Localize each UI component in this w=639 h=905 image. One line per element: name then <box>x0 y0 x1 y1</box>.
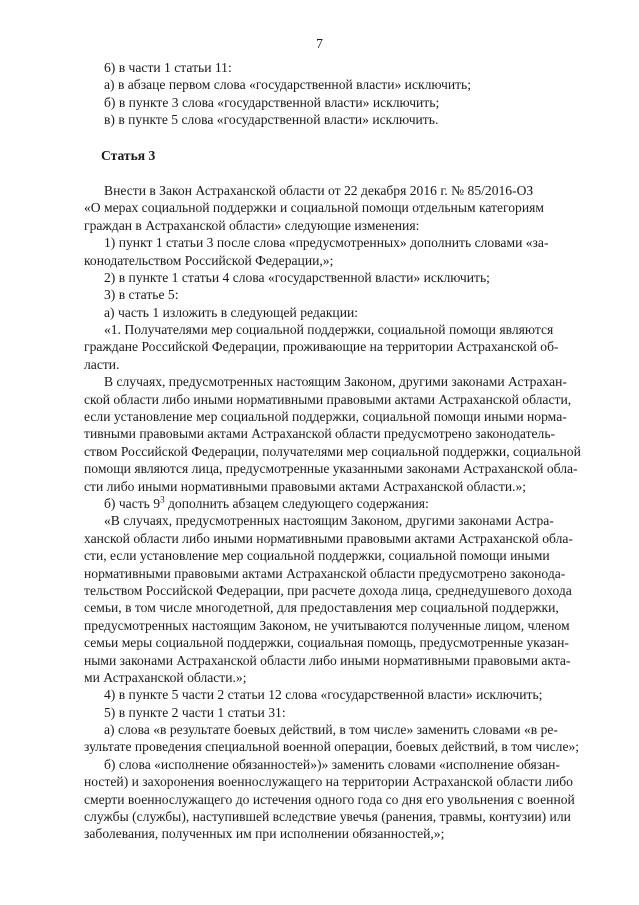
text-fragment: б) часть 9 <box>104 495 161 511</box>
article-heading: Статья 3 <box>101 147 156 163</box>
text-line: семьи меры социальной поддержки, социальная помощь, предусмотренные указан- <box>84 635 569 651</box>
text-line: 1) пункт 1 статьи 3 после слова «предусмотренных» дополнить словами «за- <box>104 235 549 251</box>
text-line: помощи являются лица, предусмотренные указанными законами Астраханской обла- <box>84 461 578 477</box>
text-line: 3) в статье 5: <box>104 287 179 303</box>
text-line: граждан в Астраханской области» следующие изменения: <box>84 217 420 233</box>
text-line: граждане Российской Федерации, проживающие на территории Астраханской об- <box>84 339 559 355</box>
text-line <box>84 495 605 512</box>
text-line: а) часть 1 изложить в следующей редакции: <box>104 304 359 320</box>
text-line: в) в пункте 5 слова «государственной власти» исключить. <box>104 112 439 128</box>
text-line: конодательством Российской Федерации,»; <box>84 252 334 268</box>
text-line: ской области либо иными нормативными правовыми актами Астраханской области, <box>84 391 572 407</box>
text-line: «В случаях, предусмотренных настоящим Законом, другими законами Астра- <box>104 513 554 529</box>
text-line: сти либо иными нормативными правовыми актами Астраханской области.»; <box>84 478 527 494</box>
text-line: б) слова «исполнение обязанностей»)» заменить словами «исполнение обязан- <box>104 756 560 772</box>
text-line: предусмотренных настоящим Законом, не учитываются полученные лицом, членом <box>84 617 570 633</box>
text-line: б) в пункте 3 слова «государственной власти» исключить; <box>104 94 440 110</box>
text-line: «О мерах социальной поддержки и социальной помощи отдельным категориям <box>84 200 544 216</box>
text-line: тивными правовыми актами Астраханской области предусмотрено законодатель- <box>84 426 556 442</box>
text-line: ными законами Астраханской области либо иными нормативными правовыми акта- <box>84 652 571 668</box>
superscript: 3 <box>160 494 165 505</box>
text-line: ласти. <box>84 356 120 372</box>
text-line: 4) в пункте 5 части 2 статьи 12 слова «государственной власти» исключить; <box>104 687 543 703</box>
text-line: смерти военнослужащего до истечения одного года со дня его увольнения с военной <box>84 791 575 807</box>
text-line: тельством Российской Федерации, при расчете дохода лица, среднедушевого дохода <box>84 582 572 598</box>
text-line: Внести в Закон Астраханской области от 22 декабря 2016 г. № 85/2016-ОЗ <box>104 182 534 198</box>
text-line: ностей) и захоронения военнослужащего на территории Астраханской области либо <box>84 774 573 790</box>
text-line: заболевания, полученных им при исполнении обязанностей,»; <box>84 826 445 842</box>
document-body <box>84 59 605 843</box>
text-line: службы (службы), наступившей вследствие увечья (ранения, травмы, контузии) или <box>84 809 571 825</box>
text-line: ханской области либо иными нормативными правовыми актами Астраханской обла- <box>84 530 573 546</box>
text-line: 5) в пункте 2 части 1 статьи 31: <box>104 704 286 720</box>
text-line: семьи, в том числе многодетной, для предоставления мер социальной поддержки, <box>84 600 559 616</box>
text-line: зультате проведения специальной военной операции, боевых действий, в том числе»; <box>84 739 580 755</box>
text-line: 6) в части 1 статьи 11: <box>104 60 232 75</box>
text-line: В случаях, предусмотренных настоящим Законом, другими законами Астрахан- <box>104 374 567 390</box>
text-fragment: дополнить абзацем следующего содержания: <box>164 495 429 511</box>
text-line: «1. Получателями мер социальной поддержки, социальной помощи являются <box>104 322 554 338</box>
text-line: а) слова «в результате боевых действий, в том числе» заменить словами «в ре- <box>104 722 558 738</box>
text-line: 2) в пункте 1 статьи 4 слова «государственной власти» исключить; <box>104 269 490 285</box>
text-line: ми Астраханской области.»; <box>84 669 247 685</box>
text-line: нормативными правовыми актами Астраханской области предусмотрено законода- <box>84 565 566 581</box>
page-number: 7 <box>316 36 323 51</box>
text-line: если установление мер социальной поддержки, социальной помощи иными норма- <box>84 409 567 425</box>
text-line: сти, если установление мер социальной поддержки, социальной помощи иными <box>84 548 550 564</box>
text-line: а) в абзаце первом слова «государственной власти» исключить; <box>104 77 472 93</box>
text-line: ством Российской Федерации, получателями мер социальной поддержки, социальной <box>84 443 581 459</box>
